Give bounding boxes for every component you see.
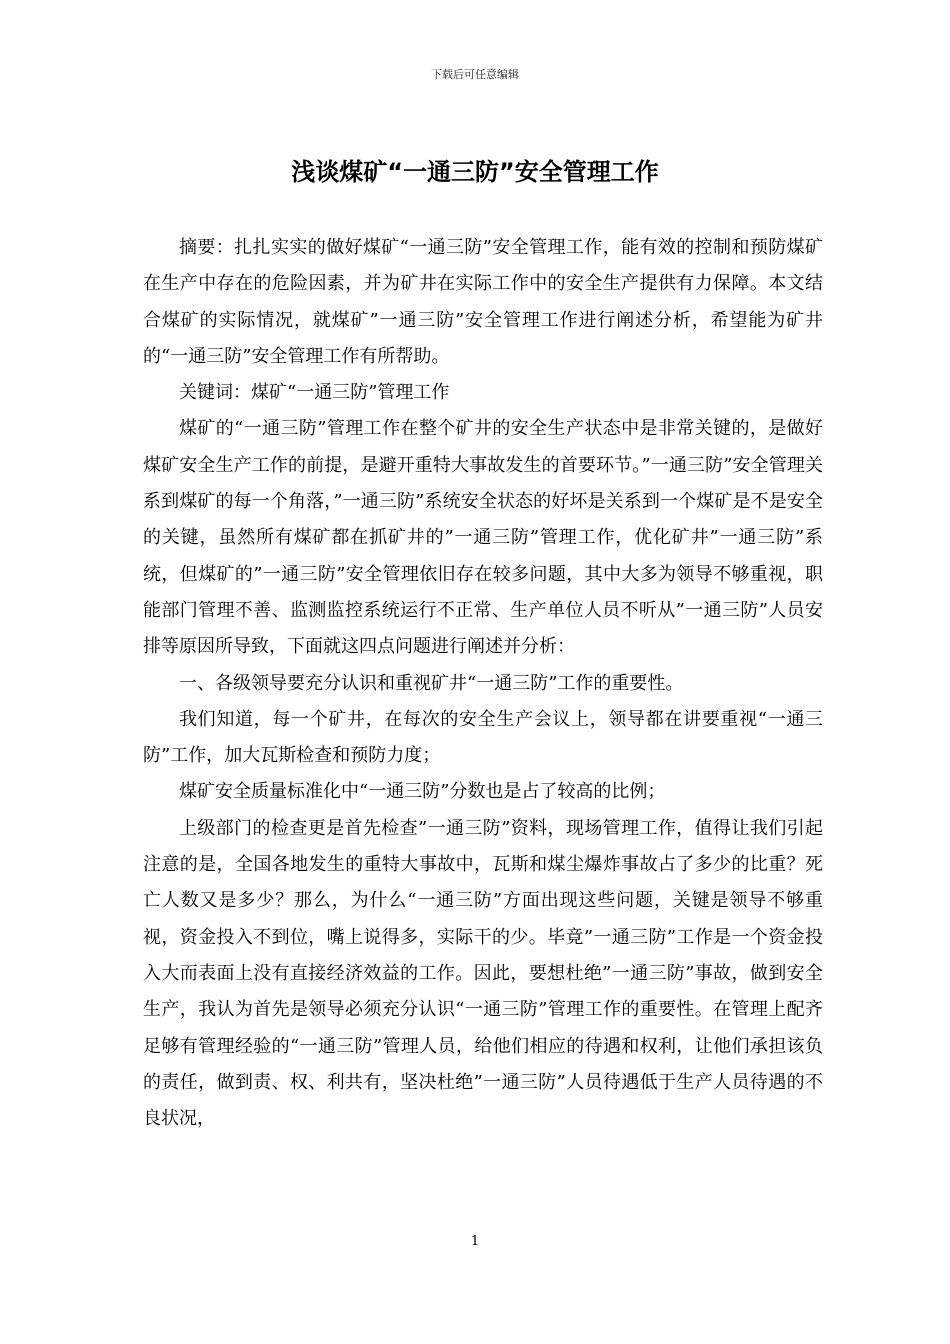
document-body (143, 230, 823, 1137)
section-heading: 一、各级领导要充分认识和重视矿井“一通三防”工作的重要性。 (179, 672, 684, 694)
body-paragraph: 上级部门的检查更是首先检查”一通三防”资料，现场管理工作，值得让我们引起注意的是，全国各地发生的重特大事故中，瓦斯和煤尘爆炸事故占了多少的比重？死亡人数又是多少？那么，为什么“一通三防”方面出现这些问题，关键是领导不够重视，资金投入不到位，嘴上说得多，实际干的少。毕竟”一通三防”工作是一个资金投入大而表面上没有直接经济效益的工作。因此，要想杜绝”一通三防”事故，做到安全生产，我认为首先是领导必须充分认识“一通三防”管理工作的重要性。在管理上配齐足够有管理经验的“一通三防”管理人员，给他们相应的待遇和权利，让他们承担该负的责任，做到责、权、利共有，坚决杜绝”一通三防”人员待遇低于生产人员待遇的不良状况， (143, 817, 823, 1130)
keywords-paragraph: 关键词：煤矿“一通三防”管理工作 (179, 382, 450, 404)
abstract-paragraph: 摘要：扎扎实实的做好煤矿“一通三防”安全管理工作，能有效的控制和预防煤矿在生产中存在的危险因素，并为矿井在实际工作中的安全生产提供有力保障。本文结合煤矿的实际情况，就煤矿”一通三防”安全管理工作进行阐述分析，希望能为矿井的“一通三防”安全管理工作有所帮助。 (143, 237, 823, 367)
document-title: 浅谈煤矿“一通三防”安全管理工作 (291, 158, 659, 186)
body-paragraph: 我们知道，每一个矿井，在每次的安全生产会议上，领导都在讲要重视“一通三防”工作，加大瓦斯检查和预防力度； (143, 708, 823, 767)
header-note: 下载后可任意编辑 (431, 68, 519, 81)
body-paragraph: 煤矿的“一通三防”管理工作在整个矿井的安全生产状态中是非常关键的，是做好煤矿安全生产工作的前提，是避开重特大事故发生的首要环节。”一通三防”安全管理关系到煤矿的每一个角落，”一通三防”系统安全状态的好坏是关系到一个煤矿是不是安全的关键，虽然所有煤矿都在抓矿井的”一通三防”管理工作，优化矿井”一通三防”系统，但煤矿的”一通三防”安全管理依旧存在较多问题，其中大多为领导不够重视，职能部门管理不善、监测监控系统运行不正常、生产单位人员不听从”一通三防”人员安排等原因所导致，下面就这四点问题进行阐述并分析： (143, 418, 823, 658)
page-number: 1 (470, 1234, 480, 1249)
body-paragraph: 煤矿安全质量标准化中“一通三防”分数也是占了较高的比例； (179, 781, 666, 803)
